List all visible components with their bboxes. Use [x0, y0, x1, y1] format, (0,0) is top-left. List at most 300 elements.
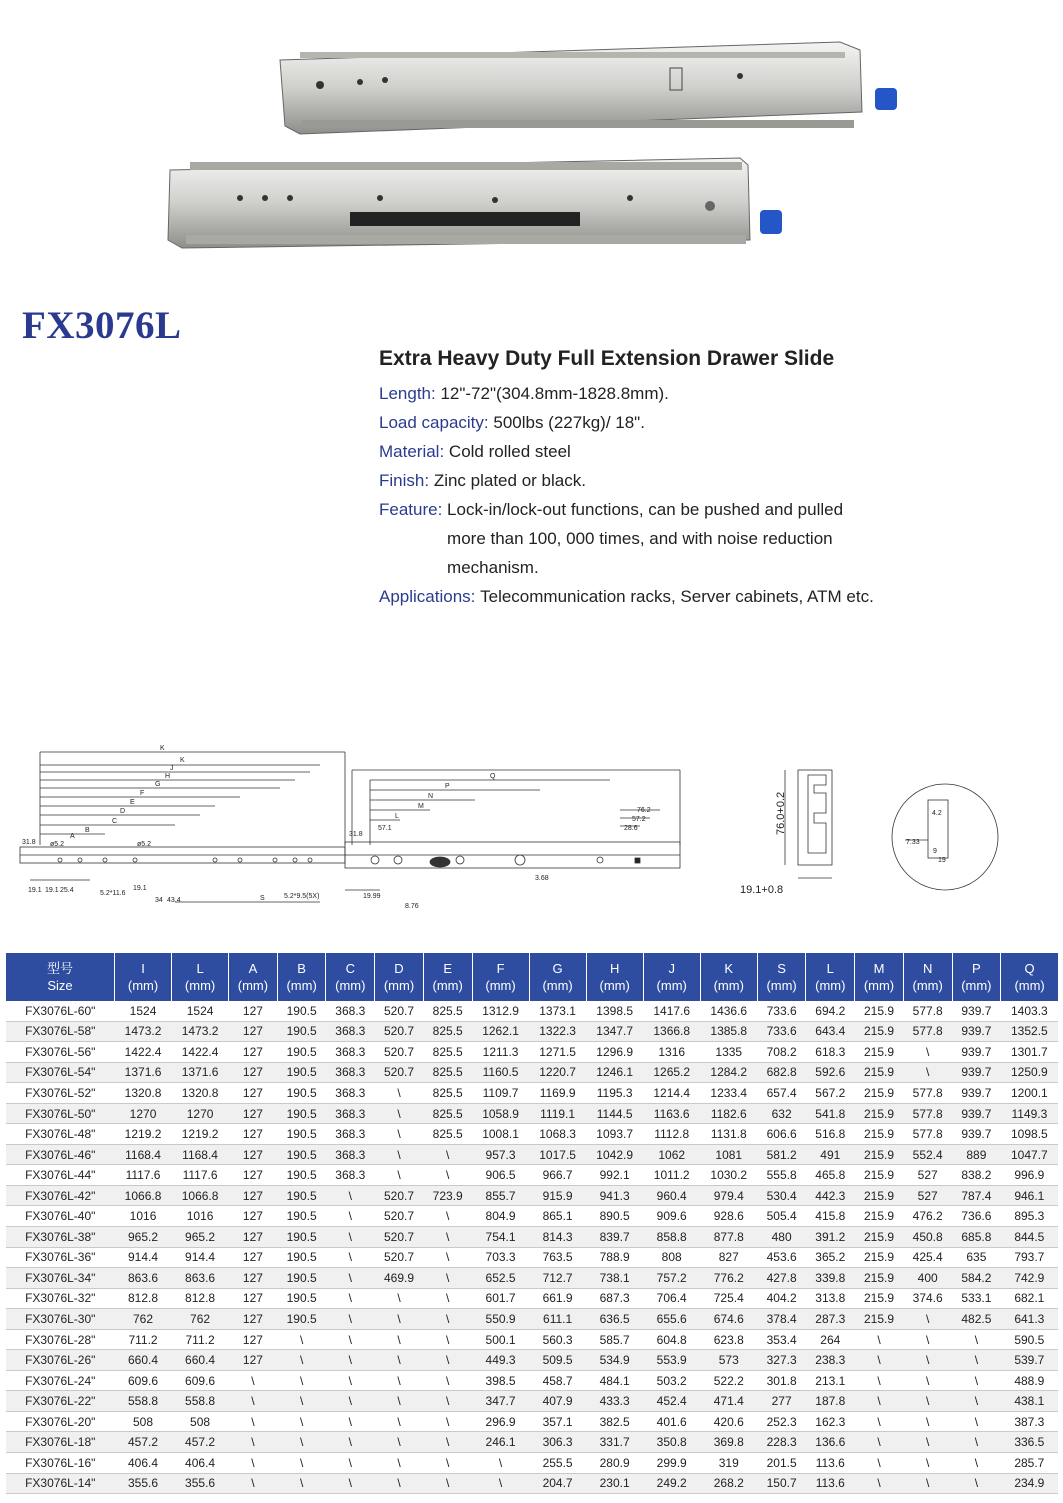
table-cell: 1422.4 [115, 1042, 172, 1063]
column-header-label: F [496, 961, 505, 976]
dim-L: L [395, 813, 399, 820]
table-cell: \ [277, 1473, 326, 1494]
table-cell: 1081 [700, 1144, 757, 1165]
dim-19-1: 19.1 [133, 885, 147, 892]
table-cell: \ [229, 1391, 278, 1412]
table-cell: 890.5 [586, 1206, 643, 1227]
spec-length: Length : 12"-72"(304.8mm-1828.8mm). [379, 379, 1039, 408]
column-header-label: P [972, 961, 981, 976]
table-cell: 965.2 [115, 1227, 172, 1248]
table-cell: 825.5 [423, 1124, 472, 1145]
table-cell: \ [277, 1350, 326, 1371]
table-cell: \ [472, 1473, 529, 1494]
table-cell: \ [952, 1391, 1001, 1412]
table-cell: 1109.7 [472, 1083, 529, 1104]
table-cell: 1211.3 [472, 1042, 529, 1063]
column-header-unit: (mm) [184, 978, 216, 993]
table-cell: 1366.8 [643, 1021, 700, 1042]
column-header-label: L [826, 961, 834, 976]
table-cell: 136.6 [806, 1432, 855, 1453]
table-cell: \ [423, 1268, 472, 1289]
table-cell: 1270 [172, 1103, 229, 1124]
dim-N: N [428, 793, 434, 800]
table-cell: 508 [115, 1411, 172, 1432]
table-cell: 1169.9 [529, 1083, 586, 1104]
table-cell: 1473.2 [115, 1021, 172, 1042]
table-cell: \ [375, 1432, 424, 1453]
table-cell: 776.2 [700, 1268, 757, 1289]
table-cell: 368.3 [326, 1042, 375, 1063]
column-header-label: C [345, 961, 355, 976]
table-cell: 708.2 [757, 1042, 806, 1063]
table-cell: 754.1 [472, 1227, 529, 1248]
table-cell: 643.4 [806, 1021, 855, 1042]
table-cell: 825.5 [423, 1001, 472, 1021]
table-cell: 992.1 [586, 1165, 643, 1186]
column-header-unit: (mm) [713, 978, 744, 993]
table-cell: 825.5 [423, 1042, 472, 1063]
table-cell: 425.4 [903, 1247, 952, 1268]
table-cell: 357.1 [529, 1411, 586, 1432]
table-cell: \ [326, 1309, 375, 1330]
table-cell: \ [423, 1350, 472, 1371]
table-cell: 215.9 [855, 1227, 904, 1248]
table-cell: \ [423, 1206, 472, 1227]
table-cell: 1246.1 [586, 1062, 643, 1083]
table-cell: \ [903, 1062, 952, 1083]
table-cell-size: FX3076L-34" [6, 1268, 115, 1289]
table-cell: 577.8 [903, 1103, 952, 1124]
dim-height: 76.0+0.2 [775, 791, 787, 835]
column-header-unit: (mm) [237, 978, 269, 993]
table-row [6, 1103, 1058, 1124]
table-cell: 215.9 [855, 1001, 904, 1021]
column-header-label: H [609, 961, 620, 976]
table-cell: 190.5 [277, 1062, 326, 1083]
table-cell: \ [326, 1453, 375, 1474]
table-cell: 449.3 [472, 1350, 529, 1371]
table-cell: 215.9 [855, 1144, 904, 1165]
table-cell-size: FX3076L-32" [6, 1288, 115, 1309]
table-cell: 1093.7 [586, 1124, 643, 1145]
table-cell: 601.7 [472, 1288, 529, 1309]
table-cell: 682.8 [757, 1062, 806, 1083]
table-cell: 1417.6 [643, 1001, 700, 1021]
dim-5-2x9-5: 5.2*9.5(5X) [284, 893, 320, 900]
table-cell: 915.9 [529, 1185, 586, 1206]
table-cell: 391.2 [806, 1227, 855, 1248]
table-cell: 1008.1 [472, 1124, 529, 1145]
table-cell: \ [423, 1432, 472, 1453]
table-cell: 505.4 [757, 1206, 806, 1227]
column-header-label: G [552, 961, 563, 976]
table-cell: \ [326, 1391, 375, 1412]
column-header-unit: (mm) [815, 978, 846, 993]
table-cell: 234.9 [1001, 1473, 1058, 1494]
table-row [6, 1021, 1058, 1042]
table-cell: 368.3 [326, 1083, 375, 1104]
table-cell: 1200.1 [1001, 1083, 1058, 1104]
table-cell: 306.3 [529, 1432, 586, 1453]
table-cell: 1385.8 [700, 1021, 757, 1042]
column-header-unit: (mm) [912, 978, 943, 993]
table-cell: 914.4 [115, 1247, 172, 1268]
lower-rail-image [168, 158, 782, 248]
table-cell: 1371.6 [115, 1062, 172, 1083]
table-cell: \ [855, 1453, 904, 1474]
column-header [472, 953, 529, 1001]
table-row [6, 1124, 1058, 1145]
table-cell: 190.5 [277, 1042, 326, 1063]
table-cell: 1335 [700, 1042, 757, 1063]
table-cell: 1250.9 [1001, 1062, 1058, 1083]
table-cell: 190.5 [277, 1268, 326, 1289]
table-cell: 465.8 [806, 1165, 855, 1186]
table-cell: 1373.1 [529, 1001, 586, 1021]
table-cell: 534.9 [586, 1350, 643, 1371]
table-cell: 368.3 [326, 1124, 375, 1145]
dim-A: A [70, 833, 75, 840]
table-row [6, 1165, 1058, 1186]
table-cell: \ [855, 1350, 904, 1371]
table-cell: 939.7 [952, 1103, 1001, 1124]
table-cell: 825.5 [423, 1021, 472, 1042]
table-row [6, 1370, 1058, 1391]
table-cell: 1066.8 [115, 1185, 172, 1206]
dim-19: 19 [938, 857, 946, 864]
table-cell: \ [375, 1083, 424, 1104]
table-cell: 939.7 [952, 1124, 1001, 1145]
table-cell: 660.4 [115, 1350, 172, 1371]
table-cell: \ [952, 1432, 1001, 1453]
table-cell: 1016 [115, 1206, 172, 1227]
table-cell: 285.7 [1001, 1453, 1058, 1474]
table-cell: \ [952, 1473, 1001, 1494]
spec-value: Zinc plated or black. [433, 471, 586, 490]
table-cell: \ [423, 1227, 472, 1248]
table-cell: \ [277, 1432, 326, 1453]
table-cell: 979.4 [700, 1185, 757, 1206]
table-cell: 577.8 [903, 1021, 952, 1042]
dim-S: S [260, 895, 265, 902]
table-cell: 476.2 [903, 1206, 952, 1227]
column-header [700, 953, 757, 1001]
dim-31-8: 31.8 [22, 839, 36, 846]
table-cell: \ [375, 1144, 424, 1165]
dim-57-1: 57.1 [378, 825, 392, 832]
column-header-unit: (mm) [485, 978, 516, 993]
table-cell: 1149.3 [1001, 1103, 1058, 1124]
table-cell: 127 [229, 1103, 278, 1124]
dim-19-1: 19.1 [28, 887, 42, 894]
table-cell: 277 [757, 1391, 806, 1412]
table-cell: 453.6 [757, 1247, 806, 1268]
column-header [375, 953, 424, 1001]
table-cell: 368.3 [326, 1021, 375, 1042]
table-cell: \ [903, 1329, 952, 1350]
table-cell: \ [229, 1370, 278, 1391]
spec-key: Material [379, 442, 440, 461]
column-header-unit: (mm) [127, 978, 159, 993]
model-number: FX3076L [22, 304, 182, 347]
table-cell: 406.4 [115, 1453, 172, 1474]
column-header [806, 953, 855, 1001]
spec-load-capacity: Load capacity : 500lbs (227kg)/ 18". [379, 408, 1039, 437]
table-cell: 268.2 [700, 1473, 757, 1494]
table-cell: \ [326, 1411, 375, 1432]
table-cell: 655.6 [643, 1309, 700, 1330]
table-cell: 632 [757, 1103, 806, 1124]
table-cell-size: FX3076L-40" [6, 1206, 115, 1227]
table-cell: 190.5 [277, 1001, 326, 1021]
table-cell: 1296.9 [586, 1042, 643, 1063]
table-cell: 825.5 [423, 1103, 472, 1124]
table-cell: 378.4 [757, 1309, 806, 1330]
product-photo [150, 30, 910, 280]
table-cell: 788.9 [586, 1247, 643, 1268]
table-row [6, 1309, 1058, 1330]
column-header [1001, 953, 1058, 1001]
table-cell: 577.8 [903, 1124, 952, 1145]
table-cell: 347.7 [472, 1391, 529, 1412]
column-header-unit: (mm) [599, 978, 630, 993]
table-cell: 1117.6 [115, 1165, 172, 1186]
column-header [529, 953, 586, 1001]
spec-material: Material : Cold rolled steel [379, 437, 1039, 466]
table-cell: 1016 [172, 1206, 229, 1227]
table-cell: 560.3 [529, 1329, 586, 1350]
column-header-unit: (mm) [432, 978, 463, 993]
table-cell: \ [326, 1329, 375, 1350]
table-cell: 127 [229, 1165, 278, 1186]
table-cell: 127 [229, 1001, 278, 1021]
column-header-label: M [873, 961, 885, 976]
table-cell-size: FX3076L-14" [6, 1473, 115, 1494]
table-cell: 611.1 [529, 1309, 586, 1330]
spec-key: Length [379, 384, 431, 403]
table-cell: \ [326, 1206, 375, 1227]
table-cell-size: FX3076L-24" [6, 1370, 115, 1391]
table-row [6, 1288, 1058, 1309]
table-cell: 516.8 [806, 1124, 855, 1145]
column-header [952, 953, 1001, 1001]
table-cell: 793.7 [1001, 1247, 1058, 1268]
table-cell: 763.5 [529, 1247, 586, 1268]
table-cell: 558.8 [115, 1391, 172, 1412]
table-cell: 652.5 [472, 1268, 529, 1289]
table-cell-size: FX3076L-54" [6, 1062, 115, 1083]
table-cell: \ [326, 1247, 375, 1268]
column-header-label: K [724, 961, 734, 976]
table-cell: 368.3 [326, 1001, 375, 1021]
table-cell: 1144.5 [586, 1103, 643, 1124]
dim-28-6: 28.6 [624, 825, 638, 832]
table-cell: 1030.2 [700, 1165, 757, 1186]
table-cell: 694.2 [806, 1001, 855, 1021]
table-row [6, 1185, 1058, 1206]
table-cell: 190.5 [277, 1021, 326, 1042]
dim-3-68: 3.68 [535, 875, 549, 882]
spec-value: Cold rolled steel [448, 442, 571, 461]
dim-Q: Q [490, 773, 496, 780]
table-cell: 127 [229, 1350, 278, 1371]
column-header-unit: (mm) [542, 978, 573, 993]
table-cell-size: FX3076L-20" [6, 1411, 115, 1432]
table-cell: \ [375, 1309, 424, 1330]
table-cell: 355.6 [115, 1473, 172, 1494]
table-cell: 280.9 [586, 1453, 643, 1474]
table-cell: \ [855, 1329, 904, 1350]
table-cell: \ [423, 1453, 472, 1474]
column-header-unit: (mm) [766, 978, 797, 993]
table-cell: \ [375, 1103, 424, 1124]
table-cell: 1398.5 [586, 1001, 643, 1021]
table-cell-size: FX3076L-60" [6, 1001, 115, 1021]
table-cell: 500.1 [472, 1329, 529, 1350]
table-cell: 113.6 [806, 1473, 855, 1494]
table-cell: 573 [700, 1350, 757, 1371]
table-cell: 928.6 [700, 1206, 757, 1227]
spec-value: Lock-in/lock-out functions, can be pushed and pulled more than 100, 000 times, and with noise reduction mechanism. [447, 500, 844, 577]
table-cell: 618.3 [806, 1042, 855, 1063]
table-cell: 1068.3 [529, 1124, 586, 1145]
table-cell: 736.6 [952, 1206, 1001, 1227]
table-cell-size: FX3076L-28" [6, 1329, 115, 1350]
table-cell: 339.8 [806, 1268, 855, 1289]
table-cell: 609.6 [115, 1370, 172, 1391]
table-cell: 215.9 [855, 1042, 904, 1063]
table-cell: 906.5 [472, 1165, 529, 1186]
table-cell: 865.1 [529, 1206, 586, 1227]
table-cell: \ [423, 1309, 472, 1330]
dim-J: J [170, 765, 174, 772]
dim-P: P [445, 783, 450, 790]
table-cell: \ [375, 1350, 424, 1371]
table-cell: 480 [757, 1227, 806, 1248]
table-cell: 1271.5 [529, 1042, 586, 1063]
table-cell: 520.7 [375, 1227, 424, 1248]
table-cell: 1066.8 [172, 1185, 229, 1206]
table-cell: 355.6 [172, 1473, 229, 1494]
table-cell: 215.9 [855, 1103, 904, 1124]
dim-C: C [112, 818, 118, 825]
table-cell: 1017.5 [529, 1144, 586, 1165]
table-cell: 1098.5 [1001, 1124, 1058, 1145]
table-cell-size: FX3076L-46" [6, 1144, 115, 1165]
table-cell: 939.7 [952, 1042, 1001, 1063]
table-cell: 1119.1 [529, 1103, 586, 1124]
table-cell-size: FX3076L-26" [6, 1350, 115, 1371]
table-cell: 215.9 [855, 1185, 904, 1206]
table-cell: 255.5 [529, 1453, 586, 1474]
column-header-label: L [196, 961, 204, 976]
table-cell: 427.8 [757, 1268, 806, 1289]
table-cell: 825.5 [423, 1062, 472, 1083]
table-cell: 520.7 [375, 1001, 424, 1021]
spec-feature: Feature : Lock-in/lock-out functions, can be pushed and pulled more than 100, 000 times, and with noise reduction mechanism. [379, 495, 1039, 582]
table-cell: 374.6 [903, 1288, 952, 1309]
table-cell-size: FX3076L-16" [6, 1453, 115, 1474]
column-header-label: J [668, 961, 675, 976]
table-cell: 1163.6 [643, 1103, 700, 1124]
table-cell: 889 [952, 1144, 1001, 1165]
table-cell: 1524 [115, 1001, 172, 1021]
table-cell: 725.4 [700, 1288, 757, 1309]
table-cell: 1131.8 [700, 1124, 757, 1145]
spec-key: Finish [379, 471, 425, 490]
table-cell: 287.3 [806, 1309, 855, 1330]
table-cell: 215.9 [855, 1021, 904, 1042]
table-cell: 657.4 [757, 1083, 806, 1104]
column-header [757, 953, 806, 1001]
table-cell: 996.9 [1001, 1165, 1058, 1186]
dim-F: F [140, 790, 145, 797]
column-header-label: A [248, 961, 258, 976]
column-header-unit: (mm) [961, 978, 992, 993]
column-header-label: I [141, 961, 145, 976]
table-cell: 520.7 [375, 1185, 424, 1206]
table-cell: 313.8 [806, 1288, 855, 1309]
table-cell: 520.7 [375, 1021, 424, 1042]
table-cell: 550.9 [472, 1309, 529, 1330]
table-cell: 368.3 [326, 1103, 375, 1124]
table-cell: \ [375, 1453, 424, 1474]
table-cell: 127 [229, 1042, 278, 1063]
table-cell: 1270 [115, 1103, 172, 1124]
table-row [6, 1391, 1058, 1412]
table-cell: \ [277, 1453, 326, 1474]
table-cell: 1524 [172, 1001, 229, 1021]
table-cell: 127 [229, 1144, 278, 1165]
table-cell: 213.1 [806, 1370, 855, 1391]
table-cell: 1042.9 [586, 1144, 643, 1165]
table-cell: 863.6 [115, 1268, 172, 1289]
column-header-unit: (mm) [286, 978, 317, 993]
table-cell: 127 [229, 1206, 278, 1227]
table-cell: \ [423, 1247, 472, 1268]
column-header [326, 953, 375, 1001]
table-cell: 415.8 [806, 1206, 855, 1227]
table-cell-size: FX3076L-30" [6, 1309, 115, 1330]
table-cell: \ [326, 1268, 375, 1289]
table-cell: \ [855, 1411, 904, 1432]
table-cell: 215.9 [855, 1062, 904, 1083]
table-cell: \ [375, 1124, 424, 1145]
table-row [6, 1144, 1058, 1165]
table-cell: 398.5 [472, 1370, 529, 1391]
spec-value: 12"-72"(304.8mm-1828.8mm). [440, 384, 669, 403]
table-row [6, 1083, 1058, 1104]
table-cell: 1347.7 [586, 1021, 643, 1042]
table-cell: 215.9 [855, 1247, 904, 1268]
spec-key: Applications [379, 587, 471, 606]
table-cell: 604.8 [643, 1329, 700, 1350]
table-cell: 711.2 [115, 1329, 172, 1350]
table-cell: 252.3 [757, 1411, 806, 1432]
table-cell: 1316 [643, 1042, 700, 1063]
table-cell: 941.3 [586, 1185, 643, 1206]
table-cell: 319 [700, 1453, 757, 1474]
table-cell: 1312.9 [472, 1001, 529, 1021]
table-cell: 127 [229, 1062, 278, 1083]
table-cell: 401.6 [643, 1411, 700, 1432]
dim-d5-2: ø5.2 [50, 841, 65, 848]
column-header [855, 953, 904, 1001]
dim-width: 19.1+0.8 [740, 884, 784, 896]
table-cell: 946.1 [1001, 1185, 1058, 1206]
table-cell: 558.8 [172, 1391, 229, 1412]
table-cell: 877.8 [700, 1227, 757, 1248]
